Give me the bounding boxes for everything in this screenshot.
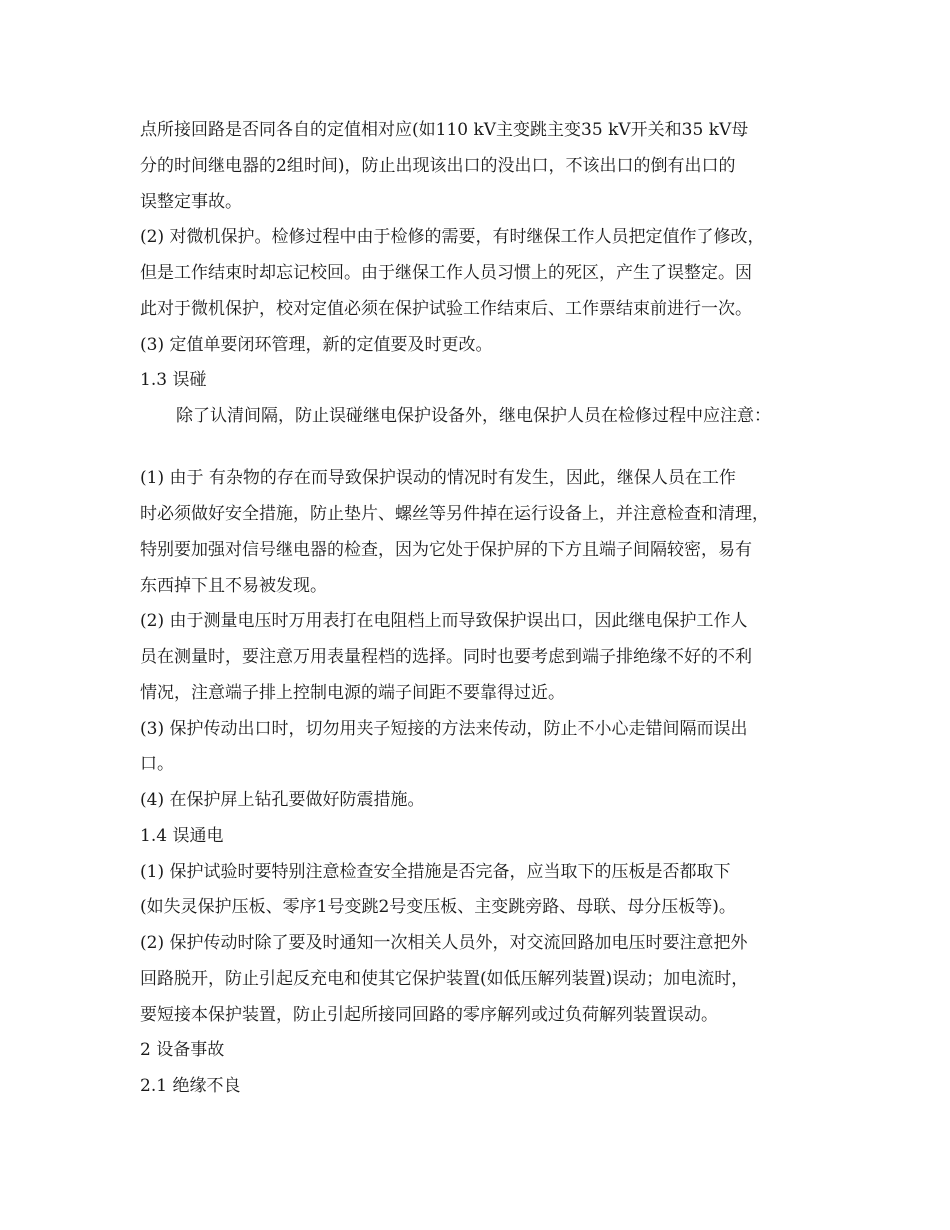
list-item-text: (2) 保护传动时除了要及时通知一次相关人员外，对交流回路加电压时要注意把外 [140,933,748,953]
intro-paragraph: 除了认清间隔，防止误碰继电保护设备外，继电保护人员在检修过程中应注意： [176,406,771,426]
section-heading: 1.4 误通电 [140,826,224,846]
body-text-line: 员在测量时，要注意万用表量程档的选择。同时也要考虑到端子排绝缘不好的不利 [140,647,752,667]
body-text-line: 特别要加强对信号继电器的检查，因为它处于保护屏的下方且端子间隔较密，易有 [140,540,752,560]
section-heading: 1.3 误碰 [140,370,207,390]
body-text-line: (如失灵保护压板、零序1号变跳2号变压板、主变跳旁路、母联、母分压板等)。 [140,897,736,917]
body-text-line: 时必须做好安全措施，防止垫片、螺丝等另件掉在运行设备上，并注意检查和清理， [140,504,769,524]
chapter-heading: 2 设备事故 [140,1040,225,1060]
list-item-text: (1) 由于 有杂物的存在而导致保护误动的情况时有发生，因此，继保人员在工作 [140,468,736,488]
list-item-text: (1) 保护试验时要特别注意检查安全措施是否完备，应当取下的压板是否都取下 [140,862,731,882]
body-text-line: 情况，注意端子排上控制电源的端子间距不要靠得过近。 [140,683,565,703]
list-item-text: (2) 对微机保护。检修过程中由于检修的需要，有时继保工作人员把定值作了修改， [140,227,765,247]
list-item-text: (2) 由于测量电压时万用表打在电阻档上而导致保护误出口，因此继电保护工作人 [140,611,748,631]
body-text-line: 此对于微机保护，校对定值必须在保护试验工作结束后、工作票结束前进行一次。 [140,299,752,319]
body-text-line: 东西掉下且不易被发现。 [140,576,327,596]
body-text-line: 分的时间继电器的2组时间)，防止出现该出口的没出口，不该出口的倒有出口的 [140,156,736,176]
list-item-text: (3) 定值单要闭环管理，新的定值要及时更改。 [140,335,493,355]
body-text-line: 回路脱开，防止引起反充电和使其它保护装置(如低压解列装置)误动；加电流时， [140,969,749,989]
body-text-line: 误整定事故。 [140,192,242,212]
body-text-line: 但是工作结束时却忘记校回。由于继保工作人员习惯上的死区，产生了误整定。因 [140,263,752,283]
body-text-line: 口。 [140,754,174,774]
list-item-text: (4) 在保护屏上钻孔要做好防震措施。 [140,790,425,810]
body-text-line: 点所接回路是否同各自的定值相对应(如110 kV主变跳主变35 kV开关和35 kV母 [140,120,749,140]
body-text-line: 要短接本保护装置，防止引起所接同回路的零序解列或过负荷解列装置误动。 [140,1005,718,1025]
list-item-text: (3) 保护传动出口时，切勿用夹子短接的方法来传动，防止不小心走错间隔而误出 [140,719,748,739]
section-heading: 2.1 绝缘不良 [140,1076,241,1096]
